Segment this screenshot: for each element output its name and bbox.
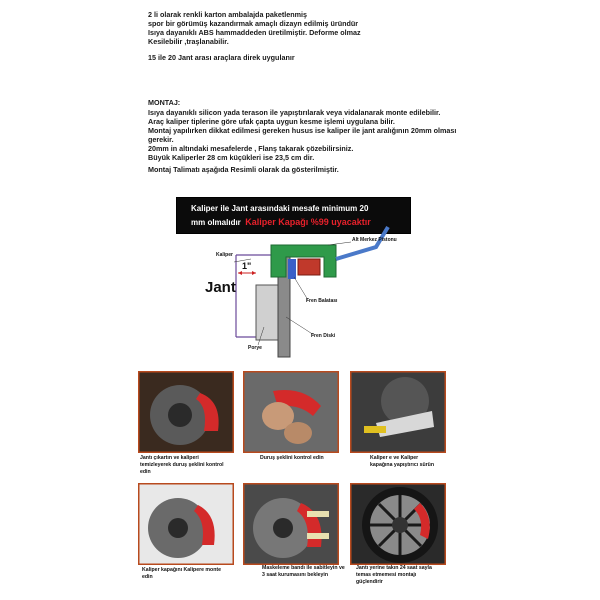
caption-line: 3 saat kurumasını bekleyin: [262, 572, 329, 578]
step-caption-6: [356, 565, 432, 586]
label-jant: Jant: [205, 279, 236, 296]
caption-line: Jantı çıkartın ve kaliperi: [140, 455, 199, 461]
label-one-inch: 1": [242, 261, 252, 271]
talimat-text: Montaj Talimatı aşağıda Resimli olarak da gösterilmiştir.: [148, 165, 339, 174]
caption-line: temas etmemesi montajı: [356, 572, 417, 578]
pad: [288, 259, 296, 279]
step-caption-5: [262, 565, 345, 579]
intro-line: Isıya dayanıklı ABS hammaddeden üretilmiştir. Deforme olmaz: [148, 28, 361, 37]
step-photo-2: [243, 371, 339, 453]
gap-arrow: [252, 271, 256, 275]
montaj-line: Isıya dayanıklı silicon yada terason ile yapıştırılarak veya vidalanarak monte edilebilir.: [148, 108, 441, 117]
caption-line: güçlendirir: [356, 579, 383, 585]
step-photo-1: [138, 371, 234, 453]
montaj-text: [148, 108, 456, 162]
label-alt-merkez-text-1: Alt Merkez: [352, 237, 378, 243]
label-alt-merkez-text-2: Pistonu: [378, 237, 397, 243]
step-caption-3: [370, 455, 434, 469]
label-kaliper: Kaliper: [216, 252, 233, 258]
step-caption-2: [260, 455, 324, 462]
caption-line: Maskeleme bandı ile sabitleyin ve: [262, 565, 345, 571]
label-fren-balatasi: Fren Balatası: [306, 298, 338, 304]
intro-line: 2 li olarak renkli karton ambalajda paketlenmiş: [148, 10, 307, 19]
label-porye: Porye: [248, 345, 262, 351]
intro-line: Kesilebilir ,traşlanabilir.: [148, 37, 229, 46]
range-text: 15 ile 20 Jant arası araçlara direk uygulanır: [148, 53, 295, 62]
caption-line: Kaliper e ve Kaliper: [370, 455, 419, 461]
caliper-diagram: [176, 197, 421, 362]
banner-line1: Kaliper ile Jant arasındaki mesafe minimum 20: [191, 204, 369, 213]
step-5-image: [243, 483, 339, 565]
leader-line: [294, 277, 308, 300]
label-alt-merkez-1: [352, 237, 397, 243]
caption-line: Duruş şeklini kontrol edin: [260, 455, 324, 461]
step-photo-3: [350, 371, 446, 453]
caption-line: kapağına yapıştırıcı sürün: [370, 462, 435, 468]
step-photo-4: [138, 483, 234, 565]
step-3-image: [350, 371, 446, 453]
banner-line2-prefix: mm olmalıdır: [191, 218, 241, 227]
caption-line: temizleyerek duruş şeklini kontrol: [140, 462, 224, 468]
step-caption-4: [142, 567, 221, 581]
montaj-line: gerekir.: [148, 135, 174, 144]
step-photo-5: [243, 483, 339, 565]
step-4-image: [138, 483, 234, 565]
intro-line: spor bir görümüş kazandırmak amaçlı dizayn edilmiş üründür: [148, 19, 359, 28]
caption-line: edin: [142, 574, 153, 580]
montaj-line: Montaj yapılırken dikkat edilmesi gereken husus ise kaliper ile jant aralığının 20mm olması: [148, 126, 457, 135]
leader-line: [328, 242, 351, 245]
gap-arrow: [238, 271, 242, 275]
montaj-line: Araç kaliper tiplerine göre ufak çapta uygun kesme işlemi uygulana bilir.: [148, 117, 395, 126]
banner-line2-red: Kaliper Kapağı %99 uyacaktır: [245, 217, 371, 227]
montaj-title: MONTAJ:: [148, 98, 181, 107]
step-1-image: [138, 371, 234, 453]
hub: [256, 285, 278, 340]
caption-line: edin: [140, 469, 151, 475]
intro-text: [148, 10, 361, 46]
montaj-line: 20mm in altındaki mesafelerde , Flanş takarak çözebilirsiniz.: [148, 144, 354, 153]
label-fren-diski: Fren Diski: [311, 333, 336, 339]
step-2-image: [243, 371, 339, 453]
montaj-line: Büyük Kaliperler 28 cm küçükleri ise 23,5 cm dir.: [148, 153, 315, 162]
step-caption-1: [140, 455, 224, 476]
step-6-image: [350, 483, 446, 565]
piston: [298, 259, 320, 275]
step-photo-6: [350, 483, 446, 565]
caption-line: Kaliper kapağını Kalipere monte: [142, 567, 221, 573]
caption-line: Jantı yerine takın 24 saat sayla: [356, 565, 432, 571]
